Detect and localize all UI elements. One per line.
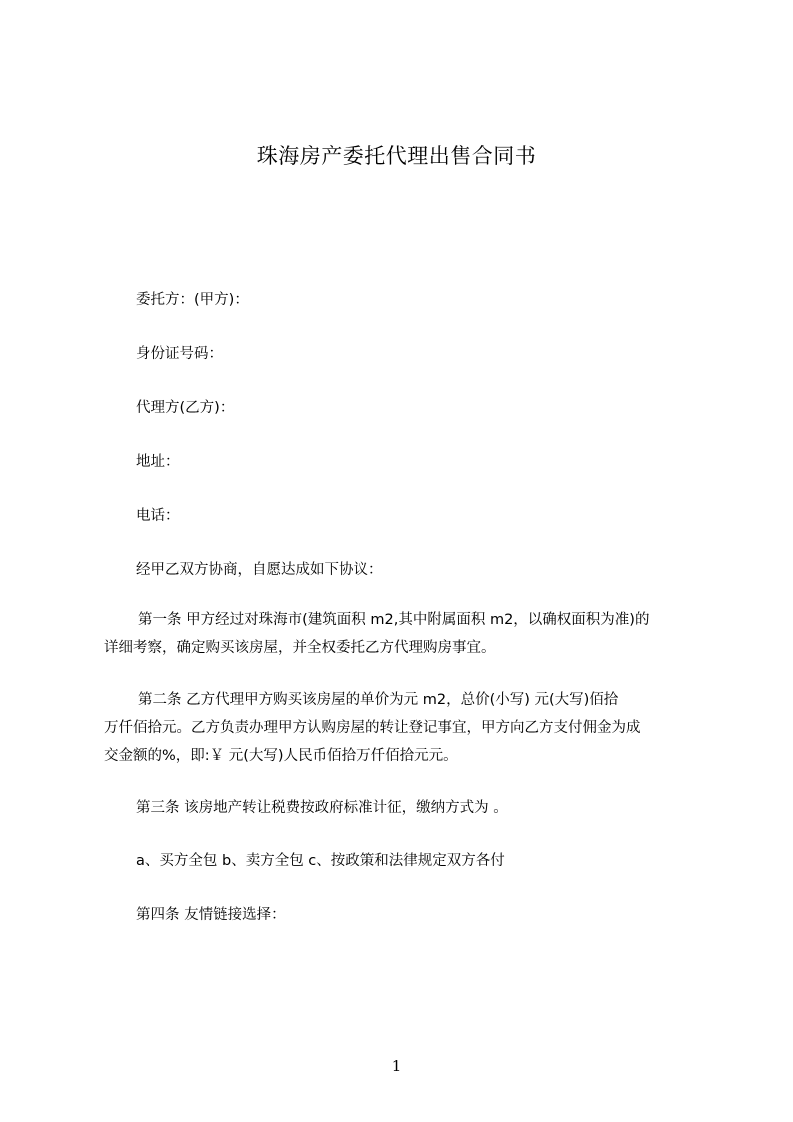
article-3: 第三条 该房地产转让税费按政府标准计征，缴纳方式为 。 [136, 800, 508, 816]
agent-field: 代理方(乙方)： [136, 400, 235, 416]
address-field: 地址： [136, 454, 180, 470]
page-number: 1 [391, 1057, 402, 1075]
phone-field: 电话： [136, 508, 180, 524]
article-1 [104, 606, 704, 662]
principal-field: 委托方：(甲方)： [136, 292, 249, 308]
article-1-line-1: 第一条 甲方经过对珠海市(建筑面积 m2,其中附属面积 m2，以确权面积为准)的 [138, 612, 650, 628]
payment-options: a、买方全包 b、卖方全包 c、按政策和法律规定双方各付 [136, 853, 505, 869]
id-number-field: 身份证号码： [136, 346, 223, 362]
article-2-line-3: 交金额的%，即:￥ 元(大写)人民币佰拾万仟佰拾元元。 [104, 748, 458, 764]
agreement-preamble: 经甲乙双方协商，自愿达成如下协议： [136, 562, 383, 578]
article-2 [104, 686, 704, 770]
article-4: 第四条 友情链接选择： [136, 907, 286, 923]
article-1-line-2: 详细考察，确定购买该房屋，并全权委托乙方代理购房事宜。 [104, 640, 496, 656]
article-2-line-2: 万仟佰拾元。乙方负责办理甲方认购房屋的转让登记事宜，甲方向乙方支付佣金为成 [104, 720, 641, 736]
article-2-line-1: 第二条 乙方代理甲方购买该房屋的单价为元 m2，总价(小写) 元(大写)佰拾 [138, 692, 619, 708]
document-title: 珠海房产委托代理出售合同书 [256, 144, 537, 168]
